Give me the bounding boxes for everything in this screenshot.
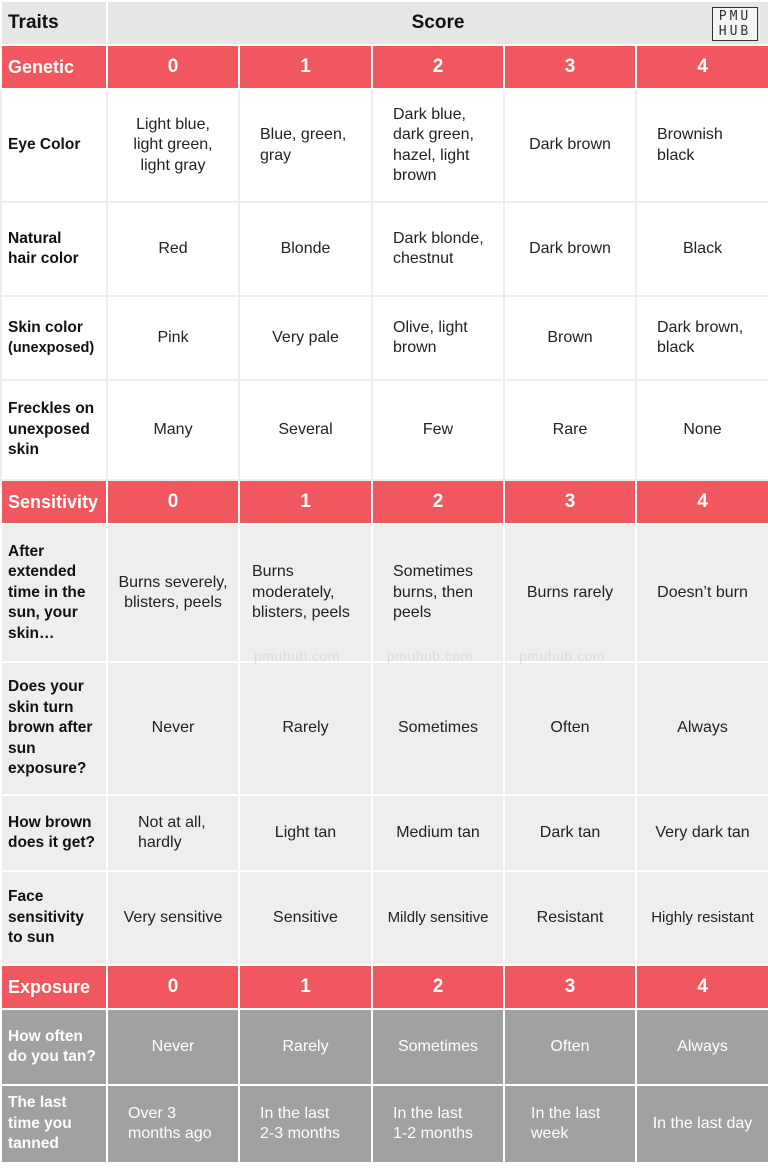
table-cell: Burns rarely: [504, 524, 636, 662]
score-2: 2: [372, 965, 504, 1009]
table-cell: Dark brown: [504, 202, 636, 296]
table-row: [1, 795, 768, 871]
table-cell: Blonde: [239, 202, 372, 296]
section-name: Exposure: [1, 965, 107, 1009]
table-cell: Many: [107, 380, 239, 480]
score-3: 3: [504, 480, 636, 524]
score-3: 3: [504, 965, 636, 1009]
table-cell: Often: [504, 1009, 636, 1085]
table-cell: Burns severely, blisters, peels: [107, 524, 239, 662]
table-cell: Black: [636, 202, 768, 296]
trait-label: Natural hair color: [1, 202, 107, 296]
table-cell: Few: [372, 380, 504, 480]
score-2: 2: [372, 45, 504, 89]
section-row-sensitivity: [1, 480, 768, 524]
trait-label: Does your skin turn brown after sun exposure?: [1, 662, 107, 795]
score-0: 0: [107, 965, 239, 1009]
trait-label: Freckles on unexposed skin: [1, 380, 107, 480]
score-4: 4: [636, 45, 768, 89]
table-cell: Over 3 months ago: [107, 1085, 239, 1163]
table-cell: Doesn’t burn: [636, 524, 768, 662]
table-cell: Sometimes: [372, 1009, 504, 1085]
table-cell: Brown: [504, 296, 636, 380]
traits-header: Traits: [1, 1, 107, 45]
score-4: 4: [636, 480, 768, 524]
table-cell: Sensitive: [239, 871, 372, 965]
table-cell: In the last day: [636, 1085, 768, 1163]
score-1: 1: [239, 965, 372, 1009]
table-cell: Pink: [107, 296, 239, 380]
table-row: [1, 380, 768, 480]
table-cell: Burns moderately, blisters, peels: [239, 524, 372, 662]
table-cell: Not at all, hardly: [107, 795, 239, 871]
table-row: [1, 871, 768, 965]
score-header: Score: [107, 1, 768, 45]
table-cell: Sometimes burns, then peels: [372, 524, 504, 662]
table-cell: In the last 1-2 months: [372, 1085, 504, 1163]
table-cell: Mildly sensitive: [372, 871, 504, 965]
table-cell: Dark blue, dark green, hazel, light brown: [372, 89, 504, 202]
table-cell: Often: [504, 662, 636, 795]
score-1: 1: [239, 480, 372, 524]
table-cell: In the last 2-3 months: [239, 1085, 372, 1163]
score-1: 1: [239, 45, 372, 89]
trait-label: After extended time in the sun, your skin…: [1, 524, 107, 662]
table-cell: Blue, green, gray: [239, 89, 372, 202]
watermark-text: pmuhub.com: [519, 648, 605, 664]
table-cell: Rarely: [239, 1009, 372, 1085]
trait-label: How brown does it get?: [1, 795, 107, 871]
score-0: 0: [107, 480, 239, 524]
table-cell: Light blue, light green, light gray: [107, 89, 239, 202]
table-row: [1, 202, 768, 296]
table-row: [1, 662, 768, 795]
pmuhub-logo: PMU HUB: [712, 7, 758, 41]
table-cell: Very sensitive: [107, 871, 239, 965]
trait-label: How often do you tan?: [1, 1009, 107, 1085]
trait-label: Eye Color: [1, 89, 107, 202]
score-3: 3: [504, 45, 636, 89]
table-cell: Resistant: [504, 871, 636, 965]
table-cell: In the last week: [504, 1085, 636, 1163]
table-cell: Red: [107, 202, 239, 296]
score-4: 4: [636, 965, 768, 1009]
section-row-genetic: [1, 45, 768, 89]
table-cell: Dark brown: [504, 89, 636, 202]
table-cell: Always: [636, 1009, 768, 1085]
table-cell: Dark tan: [504, 795, 636, 871]
table-row: [1, 1085, 768, 1163]
table-cell: Always: [636, 662, 768, 795]
table-cell: Rare: [504, 380, 636, 480]
table-cell: Medium tan: [372, 795, 504, 871]
table-cell: Sometimes: [372, 662, 504, 795]
table-cell: Highly resistant: [636, 871, 768, 965]
table-cell: Very pale: [239, 296, 372, 380]
trait-label: Face sensitivity to sun: [1, 871, 107, 965]
header-row: [1, 1, 768, 45]
watermark-text: pmuhub.com: [254, 648, 340, 664]
table-cell: Several: [239, 380, 372, 480]
section-name: Sensitivity: [1, 480, 107, 524]
table-cell: Dark brown, black: [636, 296, 768, 380]
table-cell: Olive, light brown: [372, 296, 504, 380]
table-cell: None: [636, 380, 768, 480]
table-cell: Dark blonde, chestnut: [372, 202, 504, 296]
table-cell: Light tan: [239, 795, 372, 871]
watermark-text: pmuhub.com: [387, 648, 473, 664]
table-row: [1, 524, 768, 662]
table-cell: Rarely: [239, 662, 372, 795]
table-cell: Very dark tan: [636, 795, 768, 871]
section-row-exposure: [1, 965, 768, 1009]
score-0: 0: [107, 45, 239, 89]
table-row: [1, 1009, 768, 1085]
trait-label: The last time you tanned: [1, 1085, 107, 1163]
table-cell: Brownish black: [636, 89, 768, 202]
score-2: 2: [372, 480, 504, 524]
table-row: [1, 296, 768, 380]
table-cell: Never: [107, 1009, 239, 1085]
table-cell: Never: [107, 662, 239, 795]
trait-label: Skin color (unexposed): [1, 296, 107, 380]
table-row: [1, 89, 768, 202]
section-name: Genetic: [1, 45, 107, 89]
